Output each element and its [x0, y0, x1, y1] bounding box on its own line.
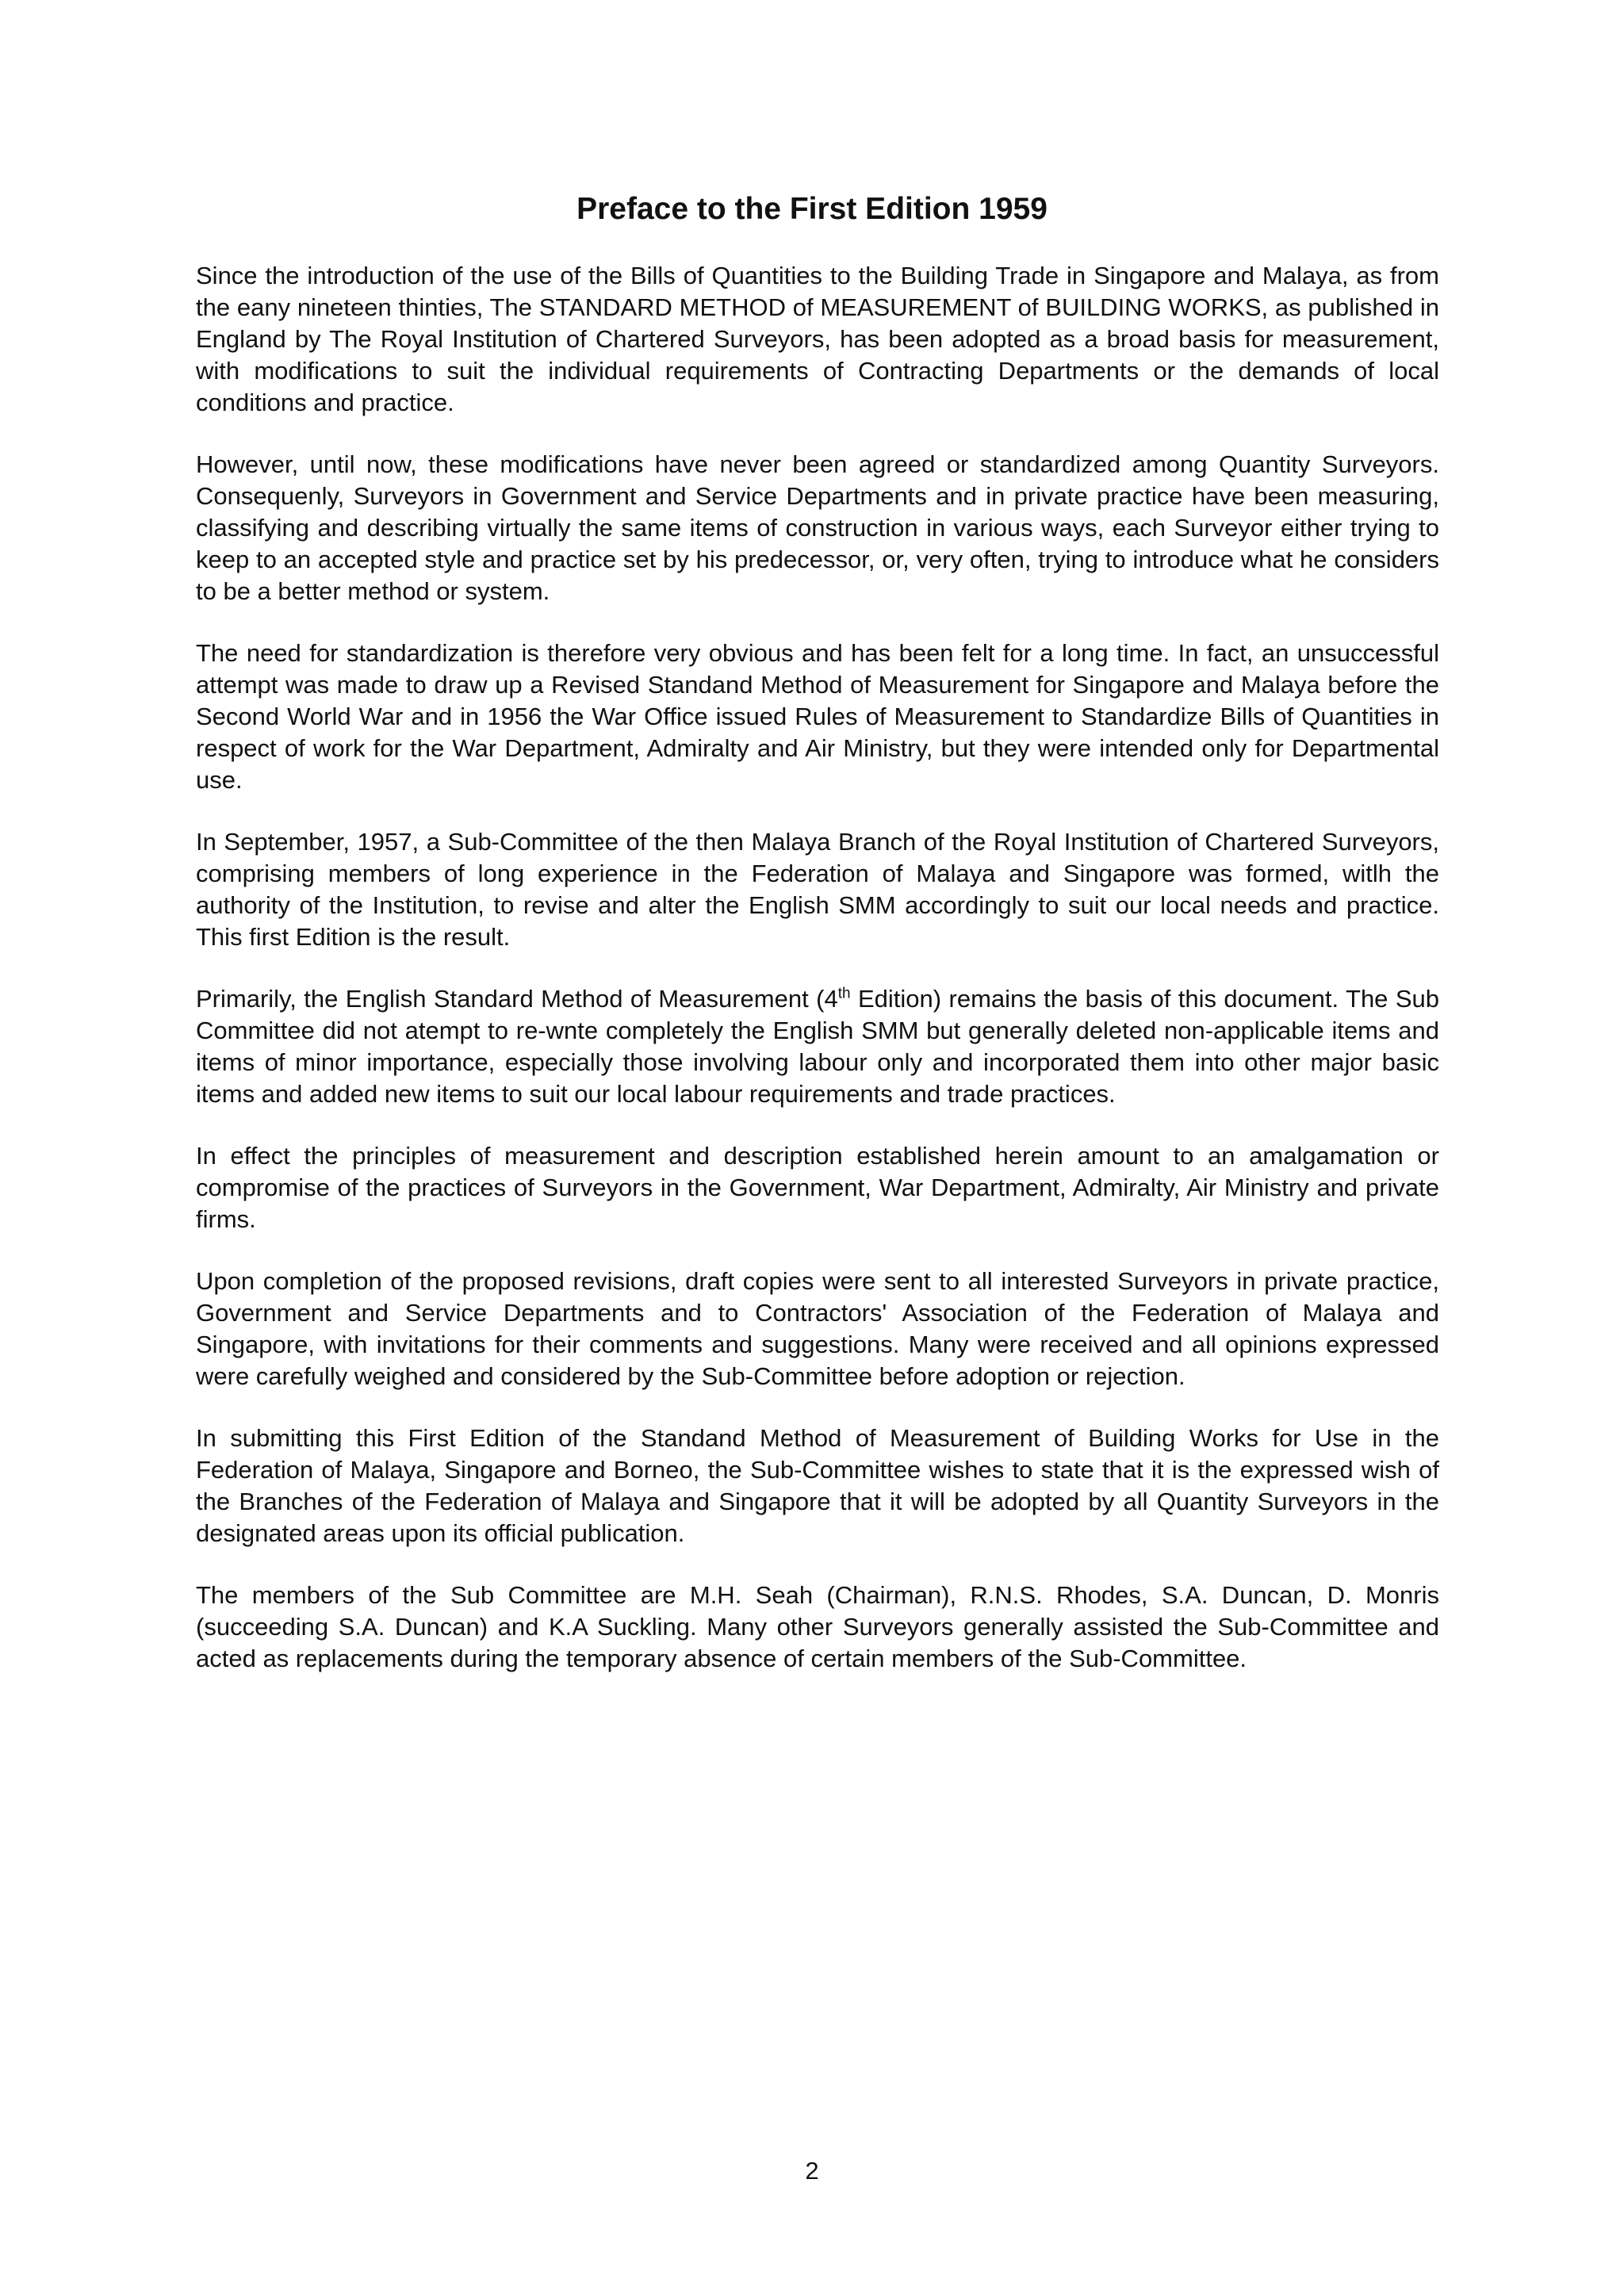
paragraph-modifications: However, until now, these modifications have never been agreed or standardized among Quantity Surveyors. Consequenly, Surveyors in Government and Service Departments and in private practice have been measuring, classifying and describing virtually the same items of construction in various ways, each Surveyor either trying to keep to an accepted style and practice set by his predecessor, or, very often, trying to introduce what he considers to be a better method or system.	[196, 450, 1439, 605]
page-title: Preface to the First Edition 1959	[576, 192, 1048, 226]
edition-ordinal-superscript: th	[837, 985, 851, 1002]
paragraph-english-smm-text-end: Edition) remains the basis of this document. The Sub Committee did not atempt to re-wnte completely the English SMM but generally deleted non-applicable items and items of minor importance, especially those involving labour only and incorporated them into other major basic items and added new items to suit our local labour requirements and trade practices.	[196, 985, 1439, 1108]
paragraph-english-smm-text-start: Primarily, the English Standard Method of Measurement (4	[196, 985, 838, 1013]
paragraph-need-for-standardization: The need for standardization is therefore very obvious and has been felt for a long time. In fact, an unsuccessful attempt was made to draw up a Revised Standand Method of Measurement for Singapore and Malaya before the Second World War and in 1956 the War Office issued Rules of Measurement to Standardize Bills of Quantities in respect of work for the War Department, Admiralty and Air Ministry, but they were intended only for Departmental use.	[196, 639, 1439, 794]
page-number: 2	[805, 2157, 819, 2185]
paragraph-submission: In submitting this First Edition of the Standand Method of Measurement of Building Works for Use in the Federation of Malaya, Singapore and Borneo, the Sub-Committee wishes to state that it is the expressed wish of the Branches of the Federation of Malaya and Singapore that it will be adopted by all Quantity Surveyors in the designated areas upon its official publication.	[196, 1424, 1439, 1547]
paragraph-committee-members: The members of the Sub Committee are M.H. Seah (Chairman), R.N.S. Rhodes, S.A. Duncan, D. Monris (succeeding S.A. Duncan) and K.A Suckling. Many other Surveyors generally assisted the Sub-Committee and acted as replacements during the temporary absence of certain members of the Sub-Committee.	[196, 1581, 1439, 1672]
preface-body	[196, 260, 1439, 1705]
paragraph-english-smm-basis	[196, 983, 1439, 1110]
paragraph-draft-copies: Upon completion of the proposed revisions, draft copies were sent to all interested Surveyors in private practice, Government and Service Departments and to Contractors' Association of the Federation of Malaya and Singapore, with invitations for their comments and suggestions. Many were received and all opinions expressed were carefully weighed and considered by the Sub-Committee before adoption or rejection.	[196, 1267, 1439, 1390]
paragraph-principles: In effect the principles of measurement and description established herein amount to an amalgamation or compromise of the practices of Surveyors in the Government, War Department, Admiralty, Air Ministry and private firms.	[196, 1142, 1439, 1233]
paragraph-sub-committee-formed: In September, 1957, a Sub-Committee of the then Malaya Branch of the Royal Institution of Chartered Surveyors, comprising members of long experience in the Federation of Malaya and Singapore was formed, witlh the authority of the Institution, to revise and alter the English SMM accordingly to suit our local needs and practice. This first Edition is the result.	[196, 828, 1439, 951]
paragraph-introduction: Since the introduction of the use of the Bills of Quantities to the Building Trade in Singapore and Malaya, as from the eany nineteen thinties, The STANDARD METHOD of MEASUREMENT of BUILDING WORKS, as published in England by The Royal Institution of Chartered Surveyors, has been adopted as a broad basis for measurement, with modifications to suit the individual requirements of Contracting Departments or the demands of local conditions and practice.	[196, 262, 1439, 416]
